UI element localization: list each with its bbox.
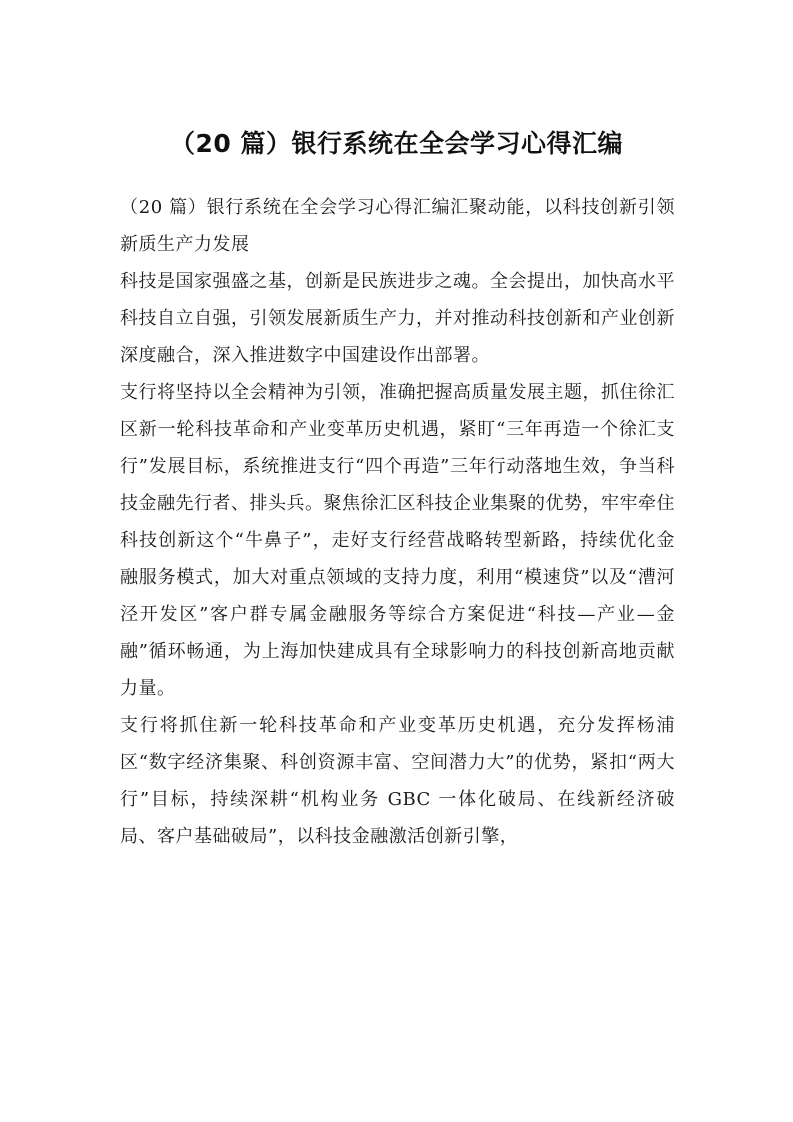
paragraph: 支行将坚持以全会精神为引领，准确把握高质量发展主题，抓住徐汇区新一轮科技革命和产业变革历史机遇，紧盯“三年再造一个徐汇支行”发展目标，系统推进支行“四个再造”三年行动落地生效，争当科技金融先行者、排头兵。聚焦徐汇区科技企业集聚的优势，牢牢牵住科技创新这个“牛鼻子”，走好支行经营战略转型新路，持续优化金融服务模式，加大对重点领域的支持力度，利用“模速贷”以及“漕河泾开发区”客户群专属金融服务等综合方案促进“科技—产业—金融”循环畅通，为上海加快建成具有全球影响力的科技创新高地贡献力量。 — [120, 382, 675, 699]
paragraph: （20 篇）银行系统在全会学习心得汇编汇聚动能，以科技创新引领新质生产力发展 — [120, 197, 675, 255]
paragraph: 支行将抓住新一轮科技革命和产业变革历史机遇，充分发挥杨浦区“数字经济集聚、科创资源丰富、空间潜力大”的优势，紧扣“两大行”目标，持续深耕“机构业务 GBC 一体化破局、在线新经济破局、客户基础破局”，以科技金融激活创新引擎， — [120, 715, 675, 847]
document-body — [120, 189, 675, 855]
document-title: （20 篇）银行系统在全会学习心得汇编 — [170, 129, 623, 158]
paragraph: 科技是国家强盛之基，创新是民族进步之魂。全会提出，加快高水平科技自立自强，引领发展新质生产力，并对推动科技创新和产业创新深度融合，深入推进数字中国建设作出部署。 — [120, 271, 675, 366]
